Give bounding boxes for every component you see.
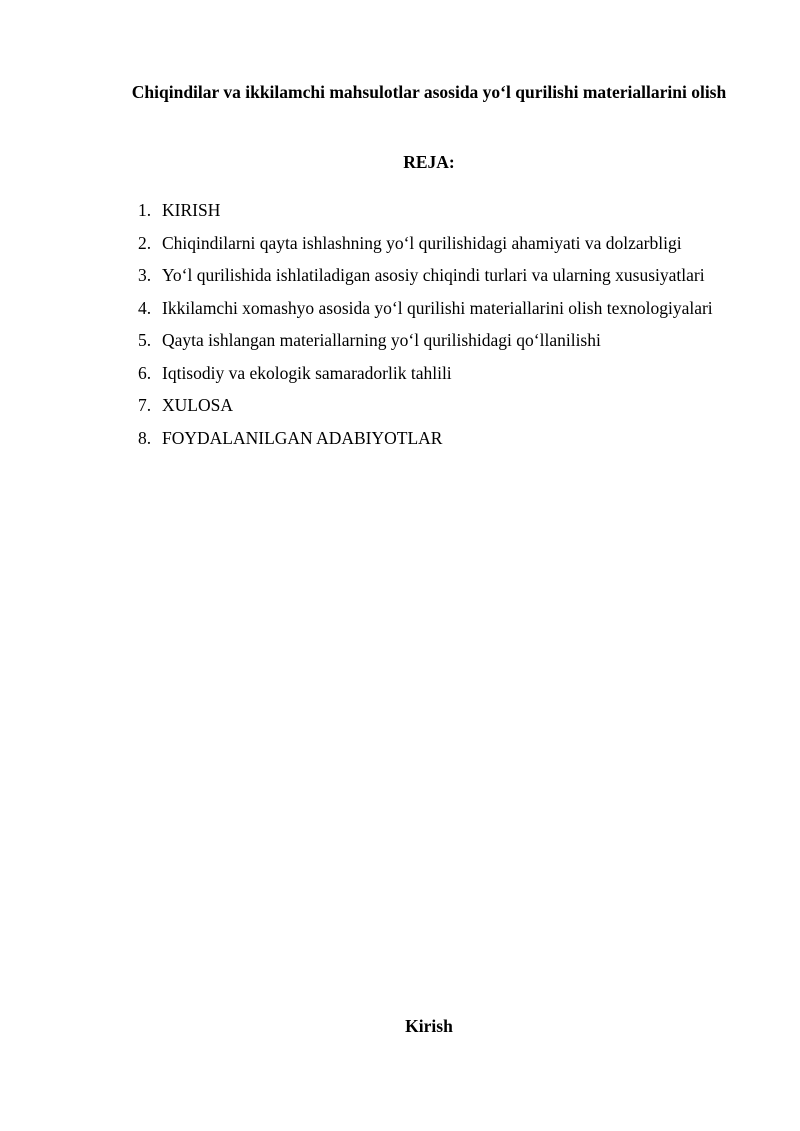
plan-item-5	[133, 324, 743, 357]
plan-item-7	[133, 389, 743, 422]
document-title: Chiqindilar va ikkilamchi mahsulotlar asosida yo‘l qurilishi materiallarini olish	[131, 82, 727, 102]
plan-item-number: 4.	[138, 297, 152, 318]
plan-heading: REJA:	[403, 152, 455, 172]
plan-item-number: 1.	[138, 200, 152, 220]
plan-item-6	[133, 357, 743, 390]
plan-item-text: Qayta ishlangan materiallarning yo‘l qurilishidagi qo‘llanilishi	[162, 330, 601, 350]
plan-item-text: Ikkilamchi xomashyo asosida yo‘l qurilishi materiallarini olish texnologiyalari	[162, 297, 713, 318]
plan-item-8	[133, 422, 743, 455]
plan-item-number: 2.	[138, 232, 152, 253]
plan-item-number: 3.	[138, 265, 152, 285]
plan-item-text: Iqtisodiy va ekologik samaradorlik tahlili	[162, 362, 452, 383]
plan-item-number: 6.	[138, 362, 152, 383]
plan-item-number: 8.	[138, 427, 152, 448]
plan-item-text: FOYDALANILGAN ADABIYOTLAR	[162, 427, 443, 448]
plan-item-1	[133, 194, 743, 227]
plan-item-text: Yo‘l qurilishida ishlatiladigan asosiy chiqindi turlari va ularning xususiyatlari	[162, 265, 705, 285]
section-heading-introduction: Kirish	[405, 1016, 453, 1036]
plan-item-2	[133, 227, 743, 260]
plan-item-4	[133, 292, 743, 325]
plan-item-number: 5.	[138, 330, 152, 350]
plan-item-3	[133, 259, 743, 292]
plan-item-text: KIRISH	[162, 200, 221, 220]
plan-item-text: Chiqindilarni qayta ishlashning yo‘l qurilishidagi ahamiyati va dolzarbligi	[162, 232, 682, 253]
plan-item-text: XULOSA	[162, 395, 233, 415]
plan-item-number: 7.	[138, 395, 152, 415]
plan-list	[133, 194, 743, 454]
